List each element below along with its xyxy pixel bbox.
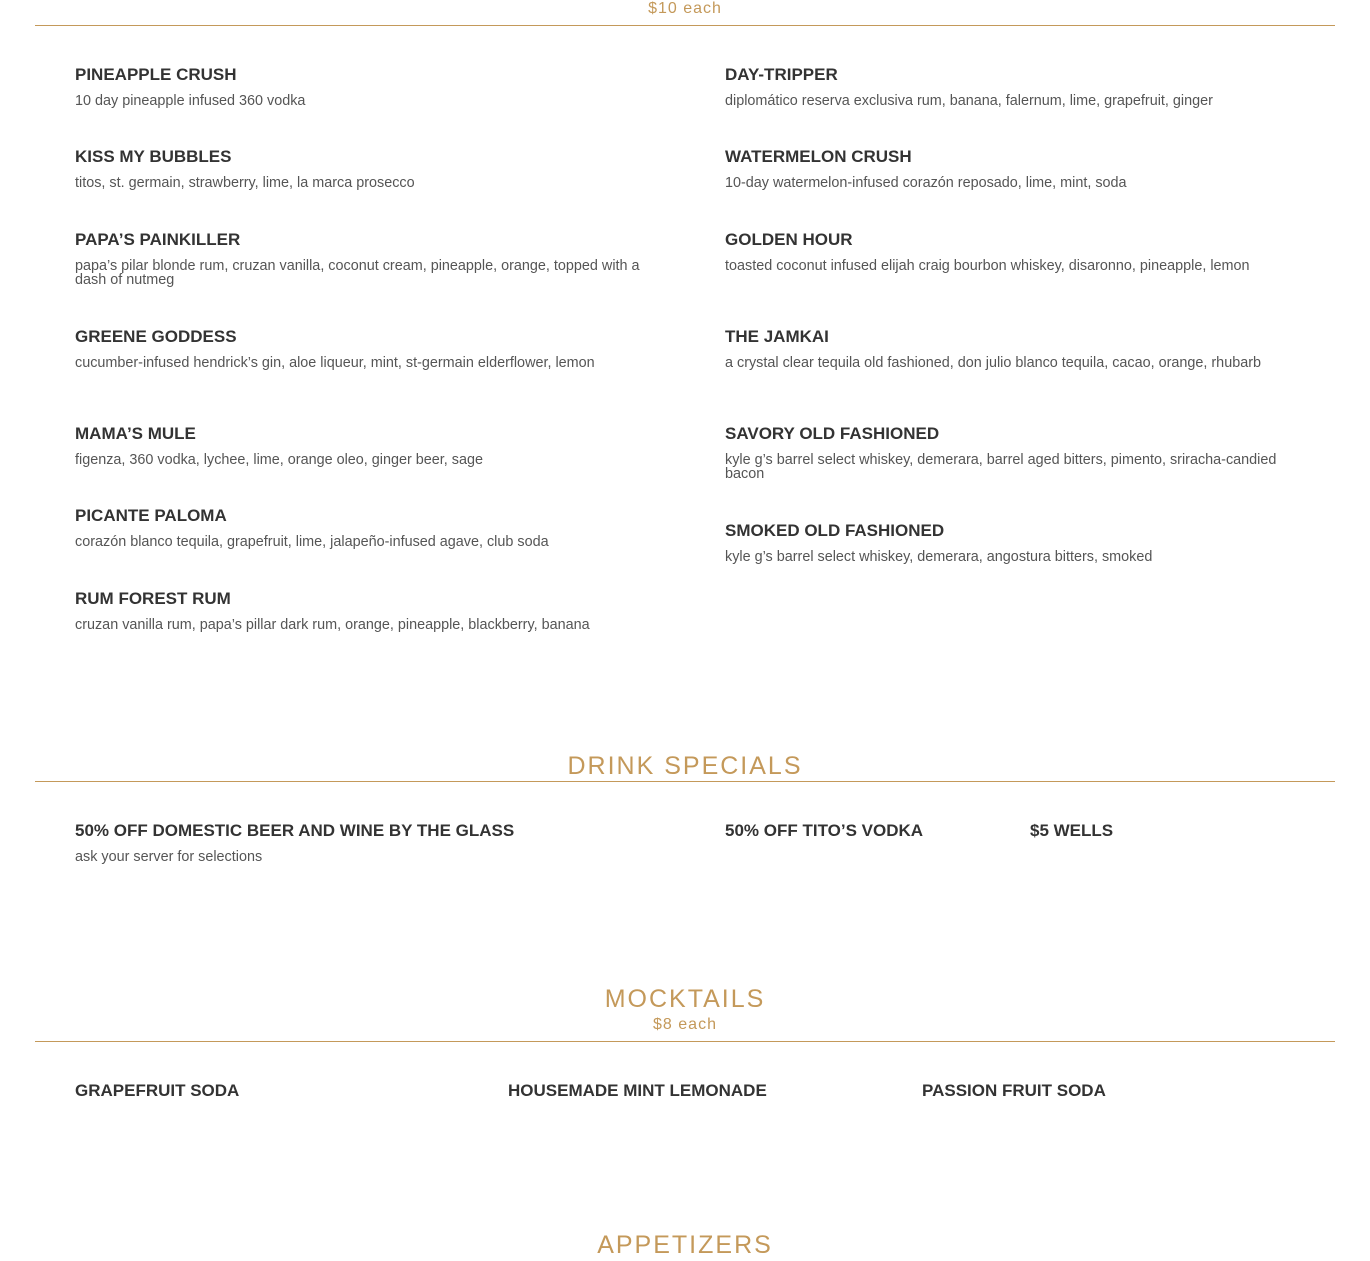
mocktails-price: $8 each [653, 1016, 717, 1033]
item-description: kyle g’s barrel select whiskey, demerara, angostura bitters, smoked [725, 549, 1153, 565]
item-name: PINEAPPLE CRUSH [75, 65, 237, 84]
item-description: toasted coconut infused elijah craig bourbon whiskey, disaronno, pineapple, lemon [725, 258, 1250, 274]
menu-item-rum-forest-rum [75, 588, 650, 632]
item-name: PAPA’S PAINKILLER [75, 230, 241, 249]
menu-item-the-jamkai [725, 326, 1285, 370]
item-name: MAMA’S MULE [75, 424, 196, 443]
cocktails-divider [35, 25, 1335, 26]
menu-item-watermelon-crush [725, 146, 1285, 190]
item-description: cruzan vanilla rum, papa’s pillar dark rum, orange, pineapple, blackberry, banana [75, 617, 590, 633]
drink-specials-divider [35, 781, 1335, 782]
item-description: 10-day watermelon-infused corazón reposado, lime, mint, soda [725, 175, 1127, 191]
menu-item-mamas-mule [75, 423, 650, 467]
mocktail-item-mint-lemonade [508, 1080, 908, 1102]
item-name: SAVORY OLD FASHIONED [725, 424, 940, 443]
item-name: RUM FOREST RUM [75, 589, 231, 608]
menu-item-papas-painkiller [75, 229, 650, 287]
mocktails-divider [35, 1041, 1335, 1042]
cocktails-price: $10 each [648, 0, 722, 17]
item-name: $5 WELLS [1030, 821, 1114, 840]
item-name: PASSION FRUIT SODA [922, 1081, 1106, 1100]
menu-item-smoked-old-fashioned [725, 520, 1285, 564]
item-name: 50% OFF TITO’S VODKA [725, 821, 924, 840]
item-name: HOUSEMADE MINT LEMONADE [508, 1081, 767, 1100]
special-item-titos [725, 820, 1015, 842]
menu-item-savory-old-fashioned [725, 423, 1285, 481]
item-description: titos, st. germain, strawberry, lime, la marca prosecco [75, 175, 415, 191]
item-name: SMOKED OLD FASHIONED [725, 521, 945, 540]
menu-item-picante-paloma [75, 505, 650, 549]
item-description: cucumber-infused hendrick’s gin, aloe liqueur, mint, st-germain elderflower, lemon [75, 355, 595, 371]
item-name: GREENE GODDESS [75, 327, 237, 346]
item-name: DAY-TRIPPER [725, 65, 838, 84]
mocktails-title: MOCKTAILS [604, 985, 766, 1013]
item-name: 50% OFF DOMESTIC BEER AND WINE BY THE GLASS [75, 821, 515, 840]
item-description: ask your server for selections [75, 849, 263, 865]
menu-item-kiss-my-bubbles [75, 146, 650, 190]
item-description: 10 day pineapple infused 360 vodka [75, 93, 306, 109]
mocktail-item-grapefruit-soda [75, 1080, 475, 1102]
mocktail-item-passion-fruit-soda [922, 1080, 1322, 1102]
item-description: papa’s pilar blonde rum, cruzan vanilla, coconut cream, pineapple, orange, topped with a dash of nutmeg [75, 258, 640, 288]
item-name: WATERMELON CRUSH [725, 147, 912, 166]
menu-item-golden-hour [725, 229, 1285, 273]
item-name: THE JAMKAI [725, 327, 829, 346]
menu-item-day-tripper [725, 64, 1285, 108]
appetizers-title: APPETIZERS [597, 1231, 773, 1259]
special-item-wells [1030, 820, 1290, 842]
item-name: GRAPEFRUIT SODA [75, 1081, 240, 1100]
item-name: PICANTE PALOMA [75, 506, 227, 525]
item-description: kyle g’s barrel select whiskey, demerara, barrel aged bitters, pimento, sriracha-candied bacon [725, 452, 1277, 482]
menu-item-pineapple-crush [75, 64, 650, 108]
item-description: figenza, 360 vodka, lychee, lime, orange oleo, ginger beer, sage [75, 452, 484, 468]
special-item-beer-wine [75, 820, 675, 864]
drink-specials-title: DRINK SPECIALS [567, 752, 803, 780]
item-name: GOLDEN HOUR [725, 230, 853, 249]
item-description: a crystal clear tequila old fashioned, don julio blanco tequila, cacao, orange, rhubarb [725, 355, 1261, 371]
item-description: corazón blanco tequila, grapefruit, lime, jalapeño-infused agave, club soda [75, 534, 549, 550]
item-description: diplomático reserva exclusiva rum, banana, falernum, lime, grapefruit, ginger [725, 93, 1213, 109]
menu-item-greene-goddess [75, 326, 650, 370]
item-name: KISS MY BUBBLES [75, 147, 232, 166]
